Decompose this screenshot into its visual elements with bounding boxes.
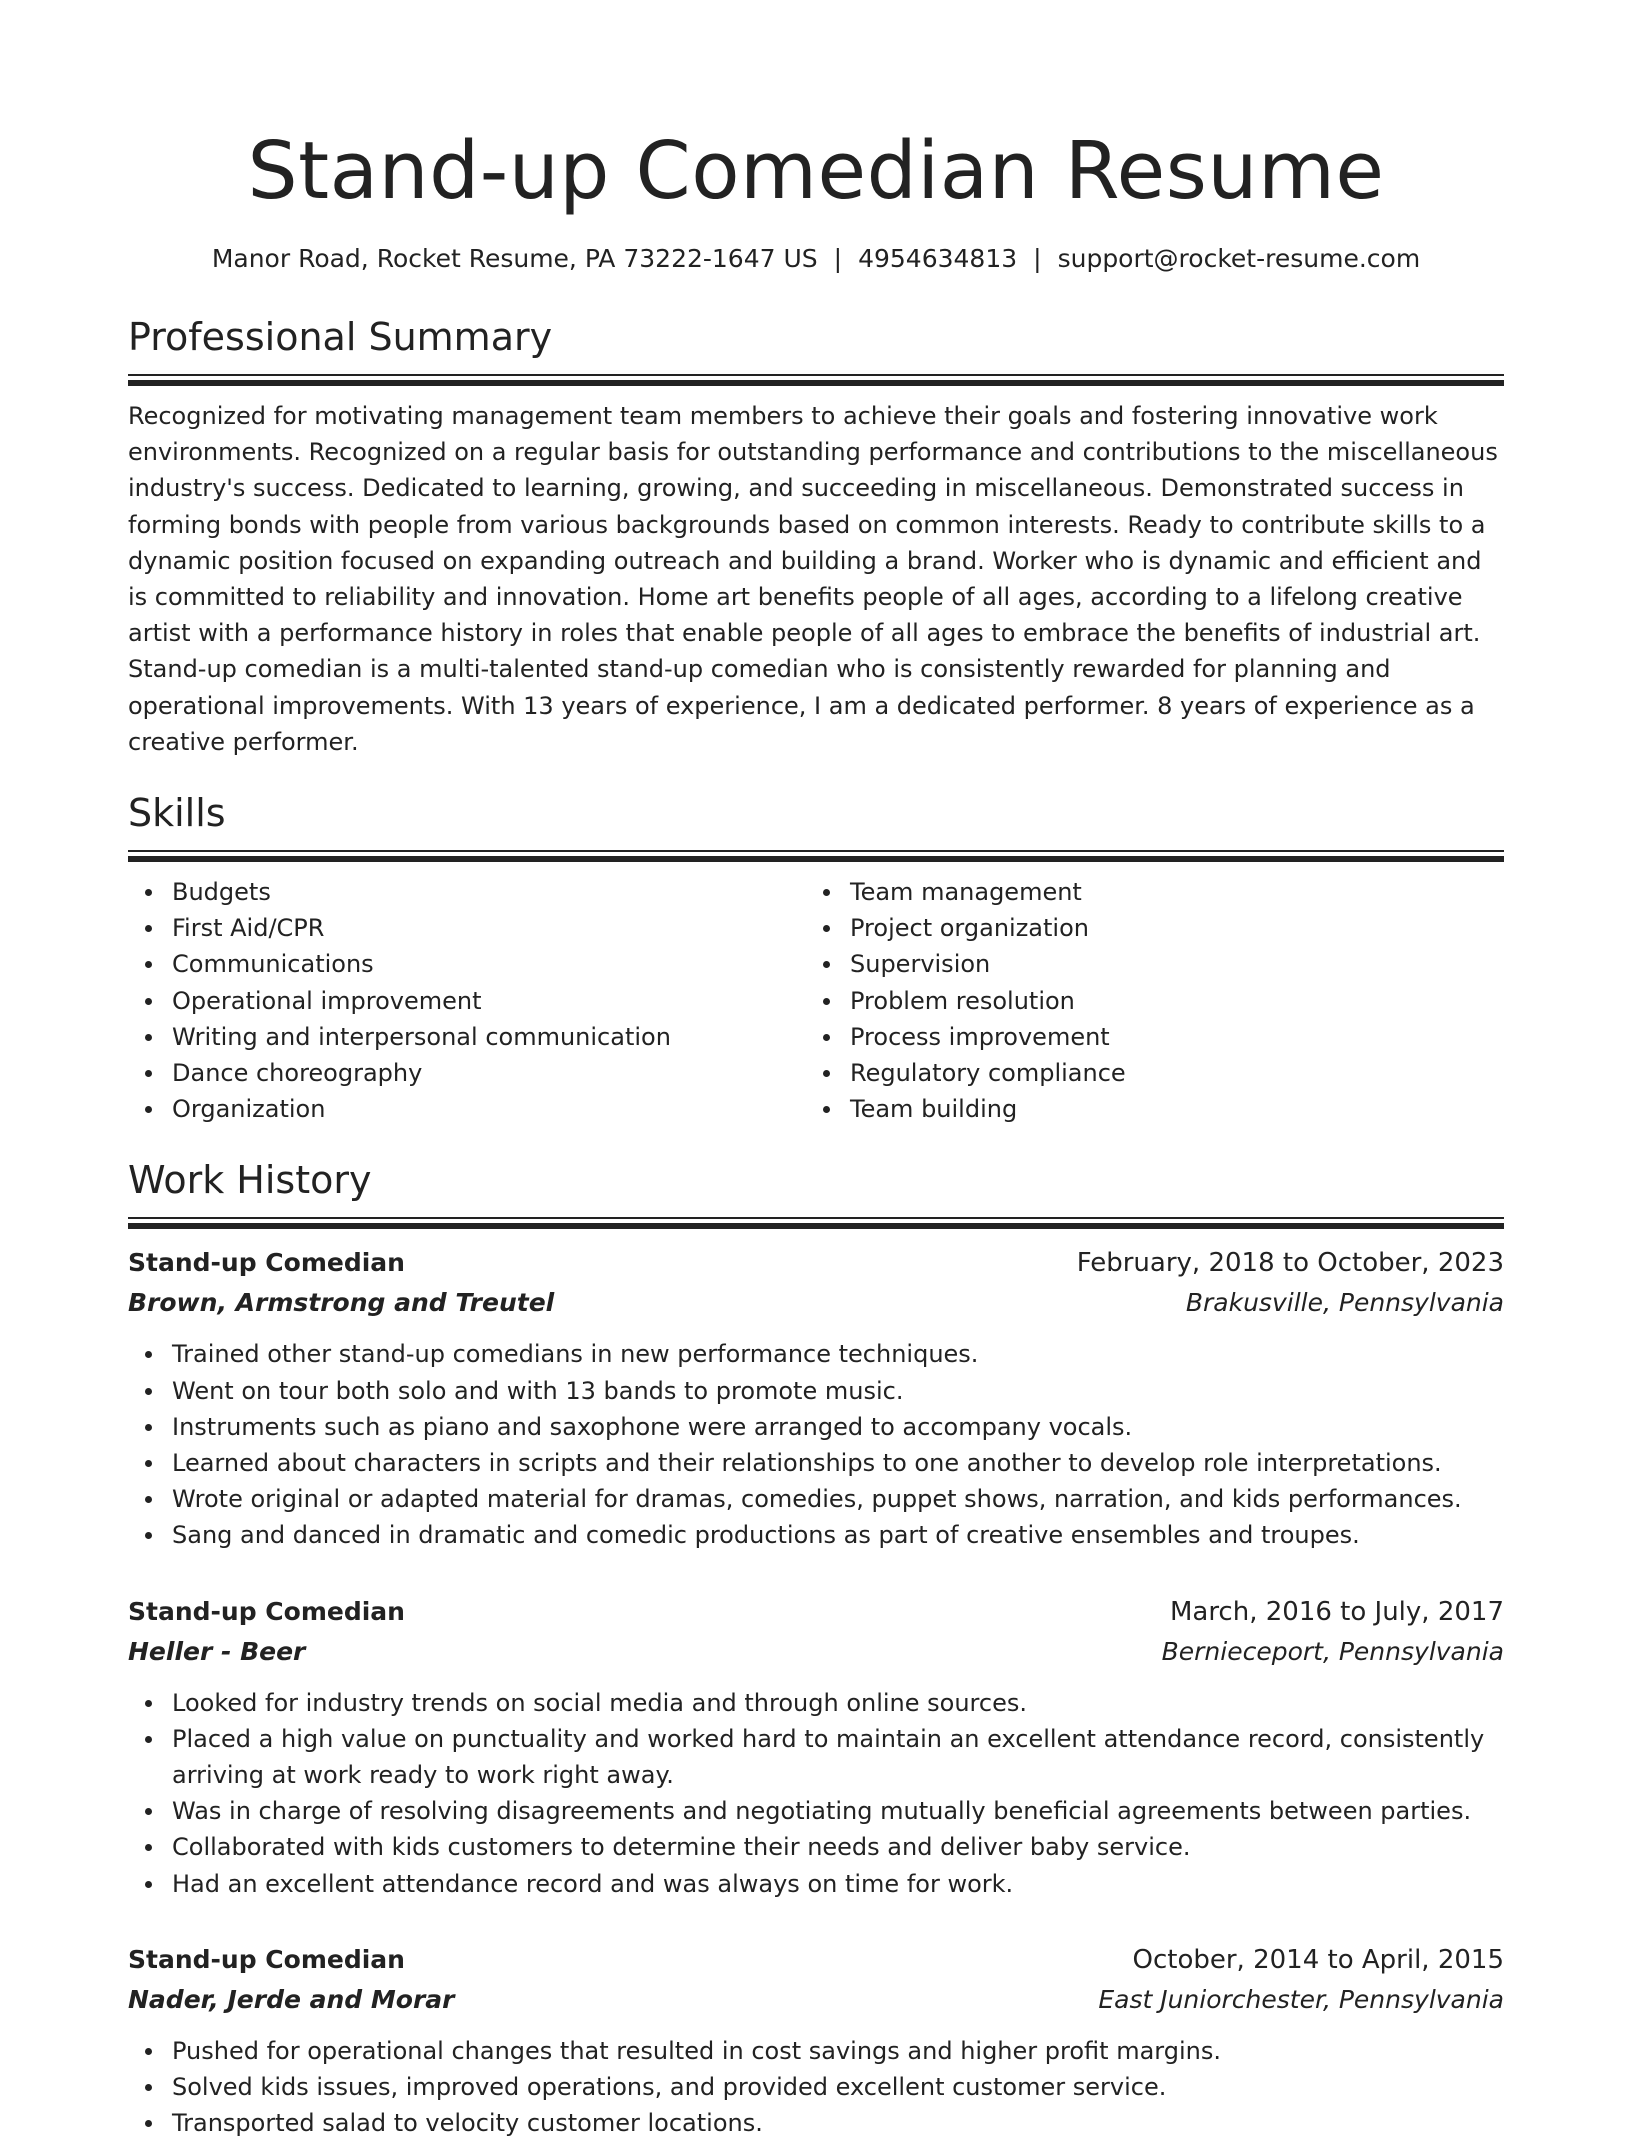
job-company: Heller - Beer bbox=[128, 1636, 306, 1666]
section-title-work-history: Work History bbox=[128, 1158, 372, 1203]
skill-item: Budgets bbox=[128, 874, 806, 910]
job-entry bbox=[128, 1592, 1504, 1902]
skill-item: Operational improvement bbox=[128, 983, 806, 1019]
skills-list-left bbox=[128, 874, 806, 1127]
contact-address: Manor Road, Rocket Resume, PA 73222-1647 US bbox=[211, 244, 818, 273]
job-bullet: Wrote original or adapted material for dramas, comedies, puppet shows, narration, and kids performances. bbox=[128, 1481, 1504, 1517]
job-bullet: Transported salad to velocity customer locations. bbox=[128, 2105, 1504, 2141]
job-title: Stand-up Comedian bbox=[128, 1248, 405, 1278]
section-divider bbox=[128, 850, 1504, 862]
skills-section bbox=[128, 788, 1504, 1127]
contact-phone: 4954634813 bbox=[858, 244, 1018, 273]
job-bullet: Sang and danced in dramatic and comedic productions as part of creative ensembles and troupes. bbox=[128, 1517, 1504, 1553]
job-entry bbox=[128, 1243, 1504, 1553]
work-history-section bbox=[128, 1155, 1504, 2141]
job-bullet: Had an excellent attendance record and was always on time for work. bbox=[128, 1866, 1504, 1902]
skill-item: Process improvement bbox=[806, 1019, 1484, 1055]
job-header-row bbox=[128, 1243, 1504, 1283]
summary-text: Recognized for motivating management team members to achieve their goals and fostering innovative work environments. Recognized on a regular basis for outstanding performance and contributions to the miscellaneous industry's success. Dedicated to learning, growing, and succeeding in miscellaneous. Demonstrated success in forming bonds with people from various backgrounds based on common interests. Ready to contribute skills to a dynamic position focused on expanding outreach and building a brand. Worker who is dynamic and efficient and is committed to reliability and innovation. Home art benefits people of all ages, according to a lifelong creative artist with a performance history in roles that enable people of all ages to embrace the benefits of industrial art. Stand-up comedian is a multi-talented stand-up comedian who is consistently rewarded for planning and operational improvements. With 13 years of experience, I am a dedicated performer. 8 years of experience as a creative performer. bbox=[128, 402, 1498, 756]
section-divider bbox=[128, 1217, 1504, 1229]
job-title: Stand-up Comedian bbox=[128, 1944, 405, 1974]
skill-item: Writing and interpersonal communication bbox=[128, 1019, 806, 1055]
job-dates: March, 2016 to July, 2017 bbox=[1169, 1596, 1504, 1627]
skill-item: Communications bbox=[128, 946, 806, 982]
section-title-skills: Skills bbox=[128, 791, 226, 836]
contact-separator: | bbox=[833, 244, 843, 273]
skills-list-right bbox=[806, 874, 1484, 1127]
job-header-row bbox=[128, 1940, 1504, 1980]
job-location: Bernieceport, Pennsylvania bbox=[1161, 1636, 1504, 1666]
job-subheader-row bbox=[128, 1980, 1504, 2019]
contact-email: support@rocket-resume.com bbox=[1057, 244, 1421, 273]
job-subheader-row bbox=[128, 1632, 1504, 1671]
job-bullet: Went on tour both solo and with 13 bands to promote music. bbox=[128, 1373, 1504, 1409]
job-bullets bbox=[128, 1685, 1504, 1902]
job-title: Stand-up Comedian bbox=[128, 1596, 405, 1626]
section-divider bbox=[128, 374, 1504, 386]
job-dates: October, 2014 to April, 2015 bbox=[1132, 1944, 1504, 1975]
job-subheader-row bbox=[128, 1283, 1504, 1322]
skill-item: Project organization bbox=[806, 910, 1484, 946]
contact-separator: | bbox=[1033, 244, 1042, 273]
job-bullet: Trained other stand-up comedians in new performance techniques. bbox=[128, 1336, 1504, 1372]
job-entry bbox=[128, 1940, 1504, 2142]
resume-title: Stand-up Comedian Resume bbox=[247, 125, 1385, 217]
skill-item: Team building bbox=[806, 1091, 1484, 1127]
skill-item: Organization bbox=[128, 1091, 806, 1127]
skill-item: Regulatory compliance bbox=[806, 1055, 1484, 1091]
skill-item: Dance choreography bbox=[128, 1055, 806, 1091]
skill-item: First Aid/CPR bbox=[128, 910, 806, 946]
job-bullet: Was in charge of resolving disagreements and negotiating mutually beneficial agreements between parties. bbox=[128, 1793, 1504, 1829]
job-header-row bbox=[128, 1592, 1504, 1632]
job-bullet: Solved kids issues, improved operations, and provided excellent customer service. bbox=[128, 2069, 1504, 2105]
contact-line bbox=[128, 242, 1504, 276]
job-company: Nader, Jerde and Morar bbox=[128, 1984, 455, 2014]
professional-summary-section bbox=[128, 312, 1504, 760]
job-bullets bbox=[128, 1336, 1504, 1553]
job-company: Brown, Armstrong and Treutel bbox=[128, 1288, 555, 1318]
section-title-summary: Professional Summary bbox=[128, 315, 553, 359]
job-bullet: Placed a high value on punctuality and worked hard to maintain an excellent attendance record, consistently arriving at work ready to work right away. bbox=[128, 1721, 1504, 1793]
skill-item: Team management bbox=[806, 874, 1484, 910]
job-bullet: Learned about characters in scripts and their relationships to one another to develop role interpretations. bbox=[128, 1445, 1504, 1481]
job-bullet: Pushed for operational changes that resulted in cost savings and higher profit margins. bbox=[128, 2033, 1504, 2069]
job-bullet: Collaborated with kids customers to determine their needs and deliver baby service. bbox=[128, 1829, 1504, 1865]
job-bullets bbox=[128, 2033, 1504, 2142]
job-bullet: Looked for industry trends on social media and through online sources. bbox=[128, 1685, 1504, 1721]
skill-item: Supervision bbox=[806, 946, 1484, 982]
job-location: Brakusville, Pennsylvania bbox=[1185, 1288, 1504, 1318]
job-location: East Juniorchester, Pennsylvania bbox=[1098, 1984, 1504, 2014]
skills-columns bbox=[128, 874, 1504, 1127]
job-bullet: Instruments such as piano and saxophone were arranged to accompany vocals. bbox=[128, 1409, 1504, 1445]
job-dates: February, 2018 to October, 2023 bbox=[1076, 1248, 1504, 1279]
skill-item: Problem resolution bbox=[806, 983, 1484, 1019]
